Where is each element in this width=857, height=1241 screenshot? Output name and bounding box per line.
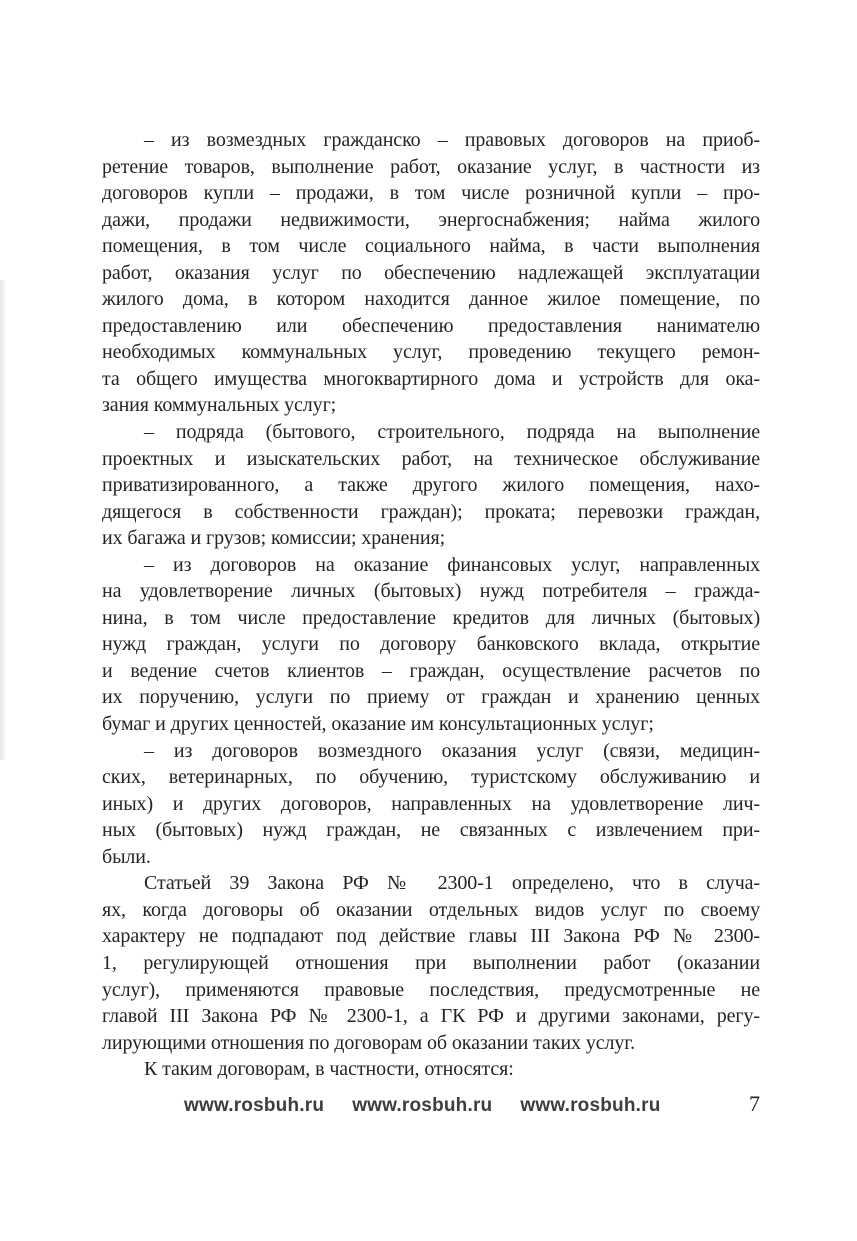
footer-links <box>184 1095 661 1117</box>
text-line: проектных и изыскательских работ, на техническое обслуживание <box>102 447 760 470</box>
footer-link-rosbuh-1[interactable]: www.rosbuh.ru <box>184 1095 325 1116</box>
page-number: 7 <box>749 1091 760 1116</box>
text-line: их багажа и грузов; комиссии; хранения; <box>102 527 446 550</box>
body-text <box>102 127 760 1083</box>
text-line: К таким договорам, в частности, относятся: <box>144 1058 514 1081</box>
text-line: услуг), применяются правовые последствия, предусмотренные не <box>102 978 760 1001</box>
text-line: были. <box>102 845 151 868</box>
text-line: характеру не подпадают под действие главы III Закона РФ № 2300- <box>102 925 760 948</box>
paragraph <box>102 870 760 1056</box>
text-line: дажи, продажи недвижимости, энергоснабжения; найма жилого <box>102 208 760 231</box>
text-line: на удовлетворение личных (бытовых) нужд потребителя – гражда- <box>102 580 760 603</box>
text-line: нужд граждан, услуги по договору банковского вклада, открытие <box>102 633 760 656</box>
text-line: зания коммунальных услуг; <box>102 394 337 417</box>
text-line: работ, оказания услуг по обеспечению надлежащей эксплуатации <box>102 261 760 284</box>
page-footer <box>102 1091 760 1117</box>
text-line: предоставлению или обеспечению предоставления нанимателю <box>102 314 760 337</box>
paragraph <box>102 738 760 871</box>
text-line: ях, когда договоры об оказании отдельных видов услуг по своему <box>102 898 760 921</box>
text-line: Статьей 39 Закона РФ № 2300-1 определено, что в случа- <box>144 872 760 895</box>
text-line: их поручению, услуги по приему от граждан и хранению ценных <box>102 686 760 709</box>
text-line: – из договоров возмездного оказания услуг (связи, медицин- <box>144 739 760 762</box>
text-line: помещения, в том числе социального найма, в части выполнения <box>102 235 760 258</box>
footer-link-rosbuh-3[interactable]: www.rosbuh.ru <box>520 1095 661 1116</box>
paragraph <box>102 127 760 419</box>
text-line: главой III Закона РФ № 2300-1, а ГК РФ и другими законами, регу- <box>102 1005 760 1028</box>
text-line: и ведение счетов клиентов – граждан, осуществление расчетов по <box>102 659 760 682</box>
text-line: ских, ветеринарных, по обучению, туристскому обслуживанию и <box>102 766 760 789</box>
text-line: необходимых коммунальных услуг, проведению текущего ремон- <box>102 341 760 364</box>
text-line: 1, регулирующей отношения при выполнении работ (оказании <box>102 951 760 974</box>
text-line: та общего имущества многоквартирного дома и устройств для ока- <box>102 367 760 390</box>
text-line: договоров купли – продажи, в том числе розничной купли – про- <box>102 182 760 205</box>
text-line: приватизированного, а также другого жилого помещения, нахо- <box>102 474 760 497</box>
text-line: иных) и других договоров, направленных на удовлетворение лич- <box>102 792 760 815</box>
text-line: жилого дома, в котором находится данное жилое помещение, по <box>102 288 760 311</box>
scan-shadow <box>0 280 7 760</box>
text-line: ретение товаров, выполнение работ, оказание услуг, в частности из <box>102 155 760 178</box>
text-line: дящегося в собственности граждан); проката; перевозки граждан, <box>102 500 760 523</box>
text-line: – из возмездных гражданско – правовых договоров на приоб- <box>144 129 760 151</box>
text-line: ных (бытовых) нужд граждан, не связанных с извлечением при- <box>102 819 760 842</box>
paragraph <box>102 419 760 552</box>
paragraph <box>102 1056 760 1083</box>
text-line: лирующими отношения по договорам об оказании таких услуг. <box>102 1031 636 1054</box>
text-line: – подряда (бытового, строительного, подряда на выполнение <box>144 421 760 444</box>
text-line: нина, в том числе предоставление кредитов для личных (бытовых) <box>102 606 760 629</box>
text-line: бумаг и других ценностей, оказание им консультационных услуг; <box>102 713 654 736</box>
text-line: – из договоров на оказание финансовых услуг, направленных <box>144 553 760 576</box>
footer-link-rosbuh-2[interactable]: www.rosbuh.ru <box>352 1095 493 1116</box>
paragraph <box>102 552 760 738</box>
